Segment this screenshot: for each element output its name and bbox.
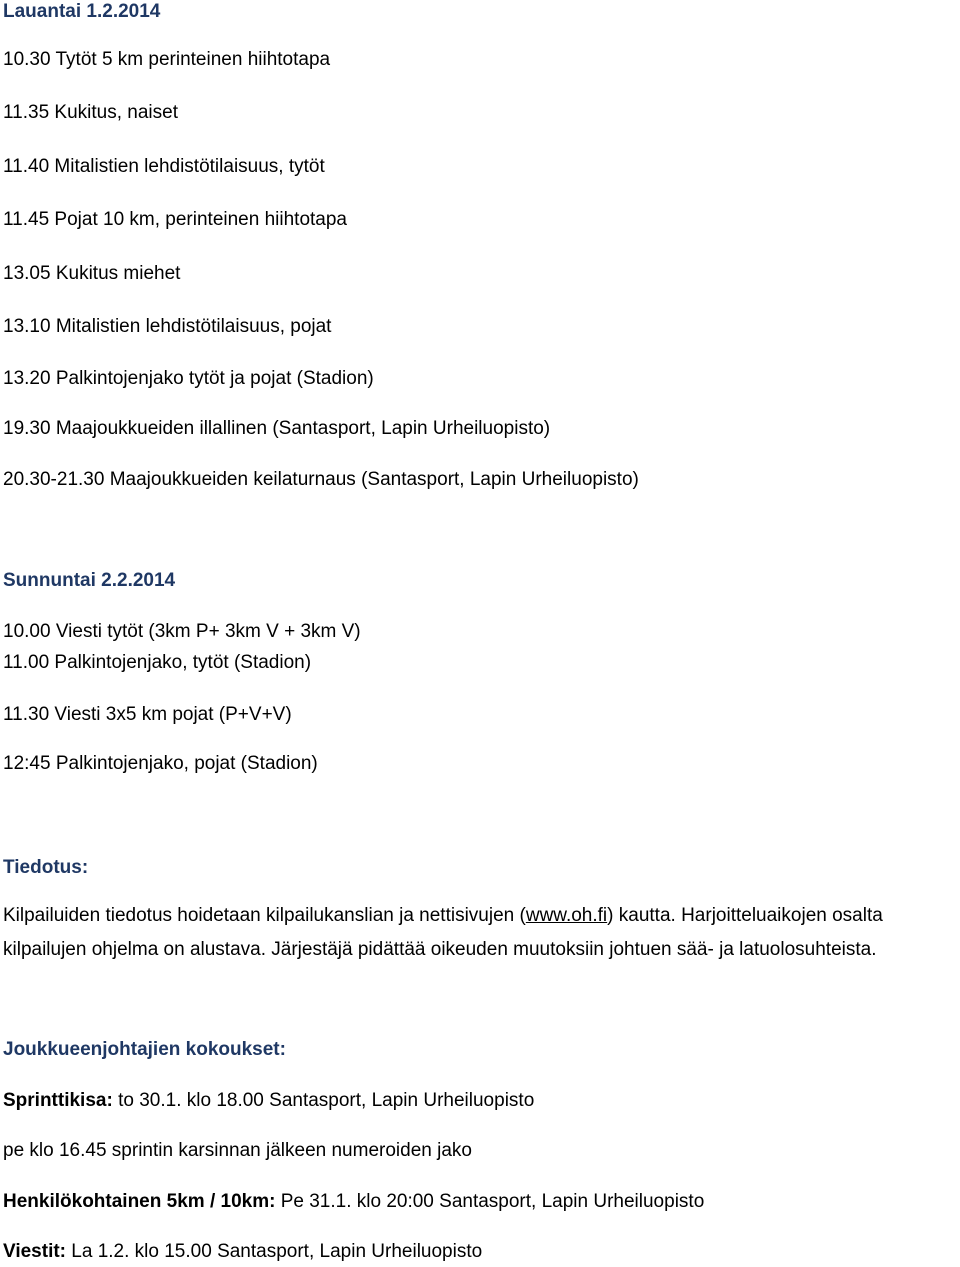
saturday-event: 11.40 Mitalistien lehdistötilaisuus, tytöt	[3, 156, 325, 177]
sunday-event: 11.30 Viesti 3x5 km pojat (P+V+V)	[3, 704, 292, 725]
sunday-event: 11.00 Palkintojenjako, tytöt (Stadion)	[3, 652, 312, 673]
notice-heading: Tiedotus:	[3, 857, 89, 878]
notice-text-end: ) kautta. Harjoitteluaikojen osalta kilpailujen ohjelma on alustava. Järjestäjä pidättää oikeuden muutoksiin johtuen sää- ja latuolosuhteista.	[3, 905, 883, 960]
saturday-event: 20.30-21.30 Maajoukkueiden keilaturnaus (Santasport, Lapin Urheiluopisto)	[3, 469, 639, 490]
sprint-label: Sprinttikisa:	[3, 1090, 113, 1111]
saturday-event: 19.30 Maajoukkueiden illallinen (Santasport, Lapin Urheiluopisto)	[3, 418, 551, 439]
notice-text-start: Kilpailuiden tiedotus hoidetaan kilpailukanslian ja nettisivujen (	[3, 905, 526, 926]
saturday-heading: Lauantai 1.2.2014	[3, 1, 161, 22]
saturday-event: 10.30 Tytöt 5 km perinteinen hiihtotapa	[3, 49, 331, 70]
relay-meeting	[3, 1240, 482, 1264]
individual-label: Henkilökohtainen 5km / 10km:	[3, 1191, 276, 1212]
website-link[interactable]: www.oh.fi	[525, 905, 608, 926]
saturday-event: 13.20 Palkintojenjako tytöt ja pojat (Stadion)	[3, 368, 374, 389]
sprint-meeting	[3, 1089, 534, 1113]
individual-meeting	[3, 1190, 704, 1214]
meetings-heading: Joukkueenjohtajien kokoukset:	[3, 1039, 286, 1060]
saturday-event: 13.10 Mitalistien lehdistötilaisuus, pojat	[3, 316, 332, 337]
sunday-heading: Sunnuntai 2.2.2014	[3, 570, 176, 591]
saturday-event: 13.05 Kukitus miehet	[3, 263, 181, 284]
sprint-text: to 30.1. klo 18.00 Santasport, Lapin Urheiluopisto	[112, 1090, 535, 1111]
sunday-event: 12:45 Palkintojenjako, pojat (Stadion)	[3, 753, 318, 774]
individual-text: Pe 31.1. klo 20:00 Santasport, Lapin Urheiluopisto	[275, 1191, 705, 1212]
saturday-event: 11.35 Kukitus, naiset	[3, 102, 178, 123]
notice-paragraph	[3, 899, 959, 967]
saturday-event: 11.45 Pojat 10 km, perinteinen hiihtotapa	[3, 209, 347, 230]
relay-text: La 1.2. klo 15.00 Santasport, Lapin Urheiluopisto	[66, 1241, 483, 1262]
relay-label: Viestit:	[3, 1241, 67, 1262]
sprint-extra: pe klo 16.45 sprintin karsinnan jälkeen numeroiden jako	[3, 1140, 472, 1161]
sunday-event: 10.00 Viesti tytöt (3km P+ 3km V + 3km V)	[3, 621, 361, 642]
